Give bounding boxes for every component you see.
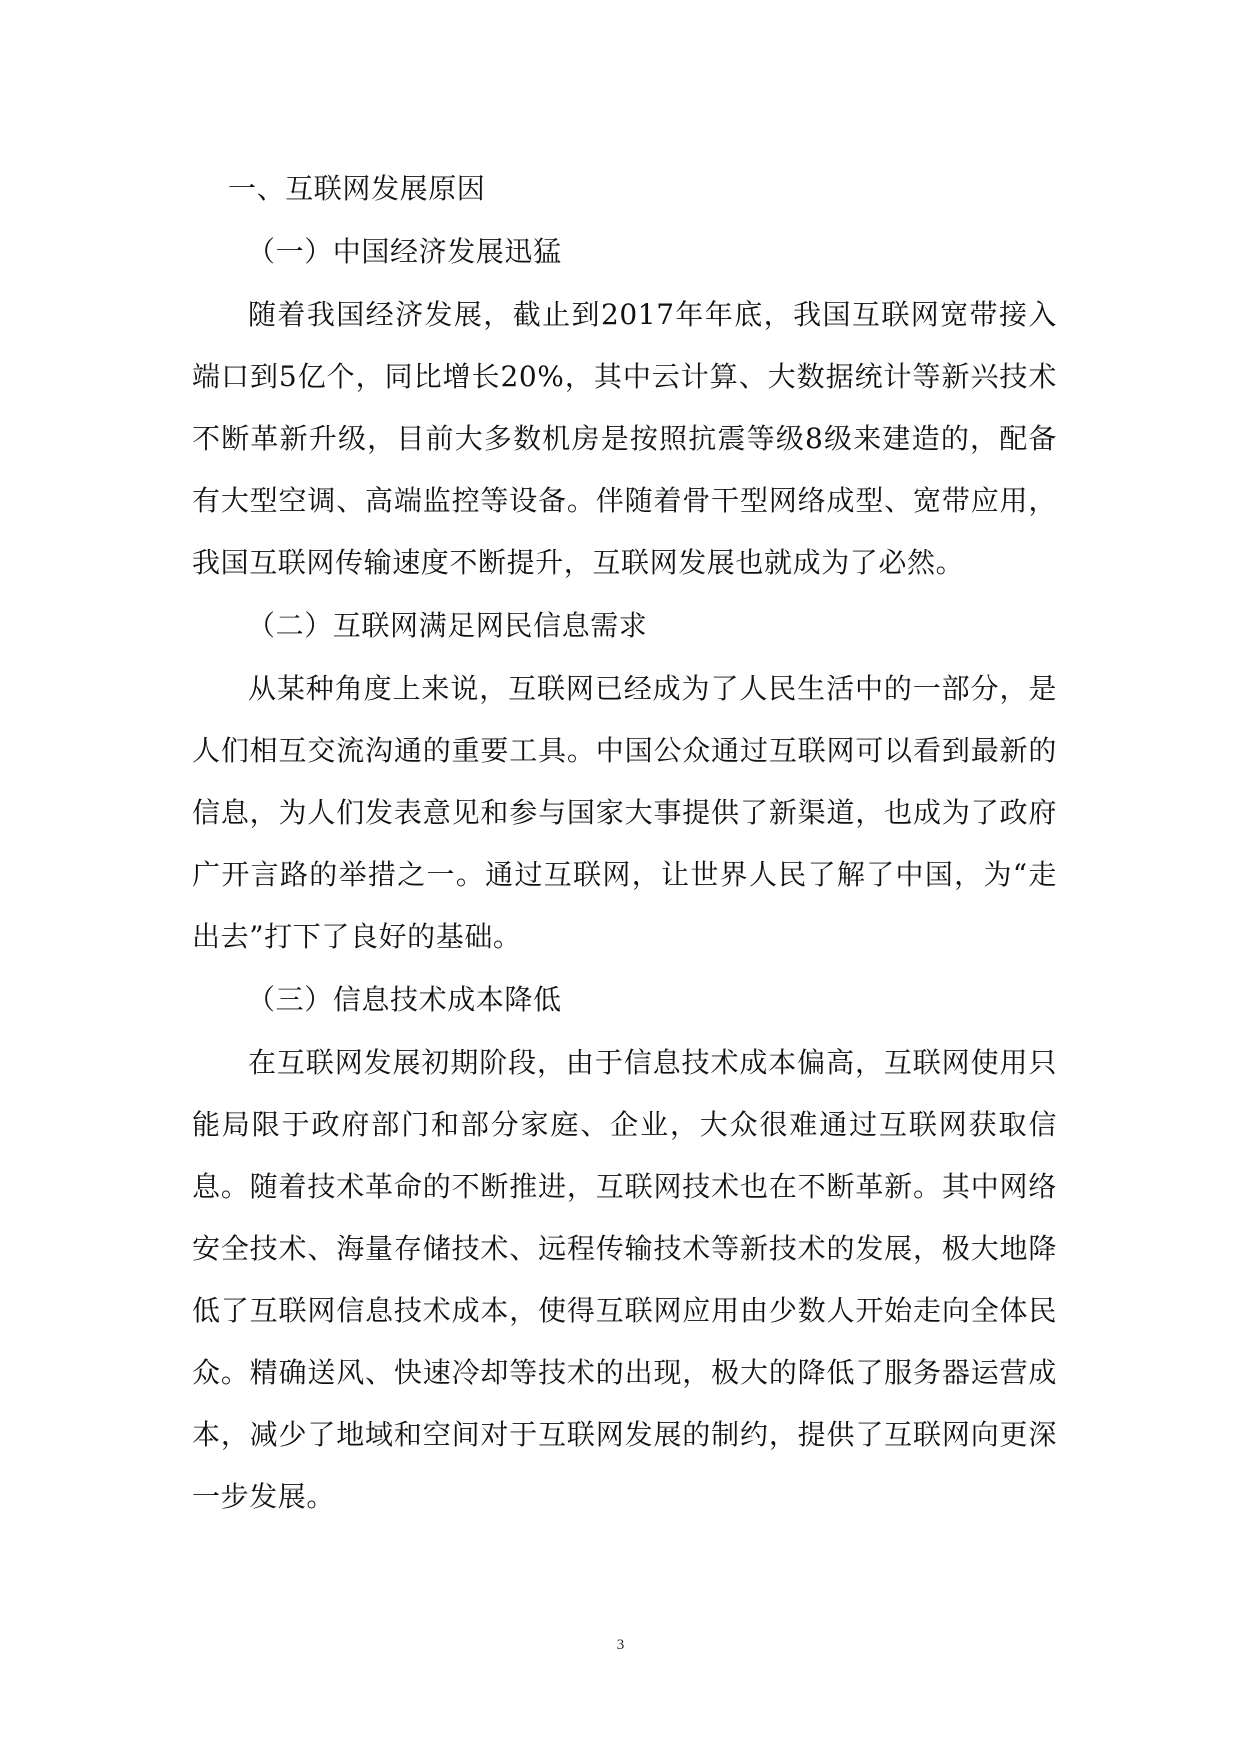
subsection-paragraph-2: 从某种角度上来说，互联网已经成为了人民生活中的一部分，是人们相互交流沟通的重要工具。中国公众通过互联网可以看到最新的信息，为人们发表意见和参与国家大事提供了新渠道，也成为了政府广开言路的举措之一。通过互联网，让世界人民了解了中国，为“走出去”打下了良好的基础。 (192, 672, 1057, 953)
subsection-heading-3: （三）信息技术成本降低 (247, 983, 562, 1016)
subsection-paragraph-3: 在互联网发展初期阶段，由于信息技术成本偏高，互联网使用只能局限于政府部门和部分家庭、企业，大众很难通过互联网获取信息。随着技术革命的不断推进，互联网技术也在不断革新。其中网络安全技术、海量存储技术、远程传输技术等新技术的发展，极大地降低了互联网信息技术成本，使得互联网应用由少数人开始走向全体民众。精确送风、快速冷却等技术的出现，极大的降低了服务器运营成本，减少了地域和空间对于互联网发展的制约，提供了互联网向更深一步发展。 (192, 1046, 1057, 1513)
subsection-heading-1: （一）中国经济发展迅猛 (247, 235, 562, 268)
subsection-paragraph-1: 随着我国经济发展，截止到2017年年底，我国互联网宽带接入端口到5亿个，同比增长20%，其中云计算、大数据统计等新兴技术不断革新升级，目前大多数机房是按照抗震等级8级来建造的，配备有大型空调、高端监控等设备。伴随着骨干型网络成型、宽带应用，我国互联网传输速度不断提升，互联网发展也就成为了必然。 (192, 298, 1057, 579)
subsection-heading-2: （二）互联网满足网民信息需求 (247, 609, 648, 642)
section-title: 一、互联网发展原因 (228, 172, 486, 205)
page-number: 3 (616, 1637, 625, 1653)
page-body (192, 158, 1057, 1529)
